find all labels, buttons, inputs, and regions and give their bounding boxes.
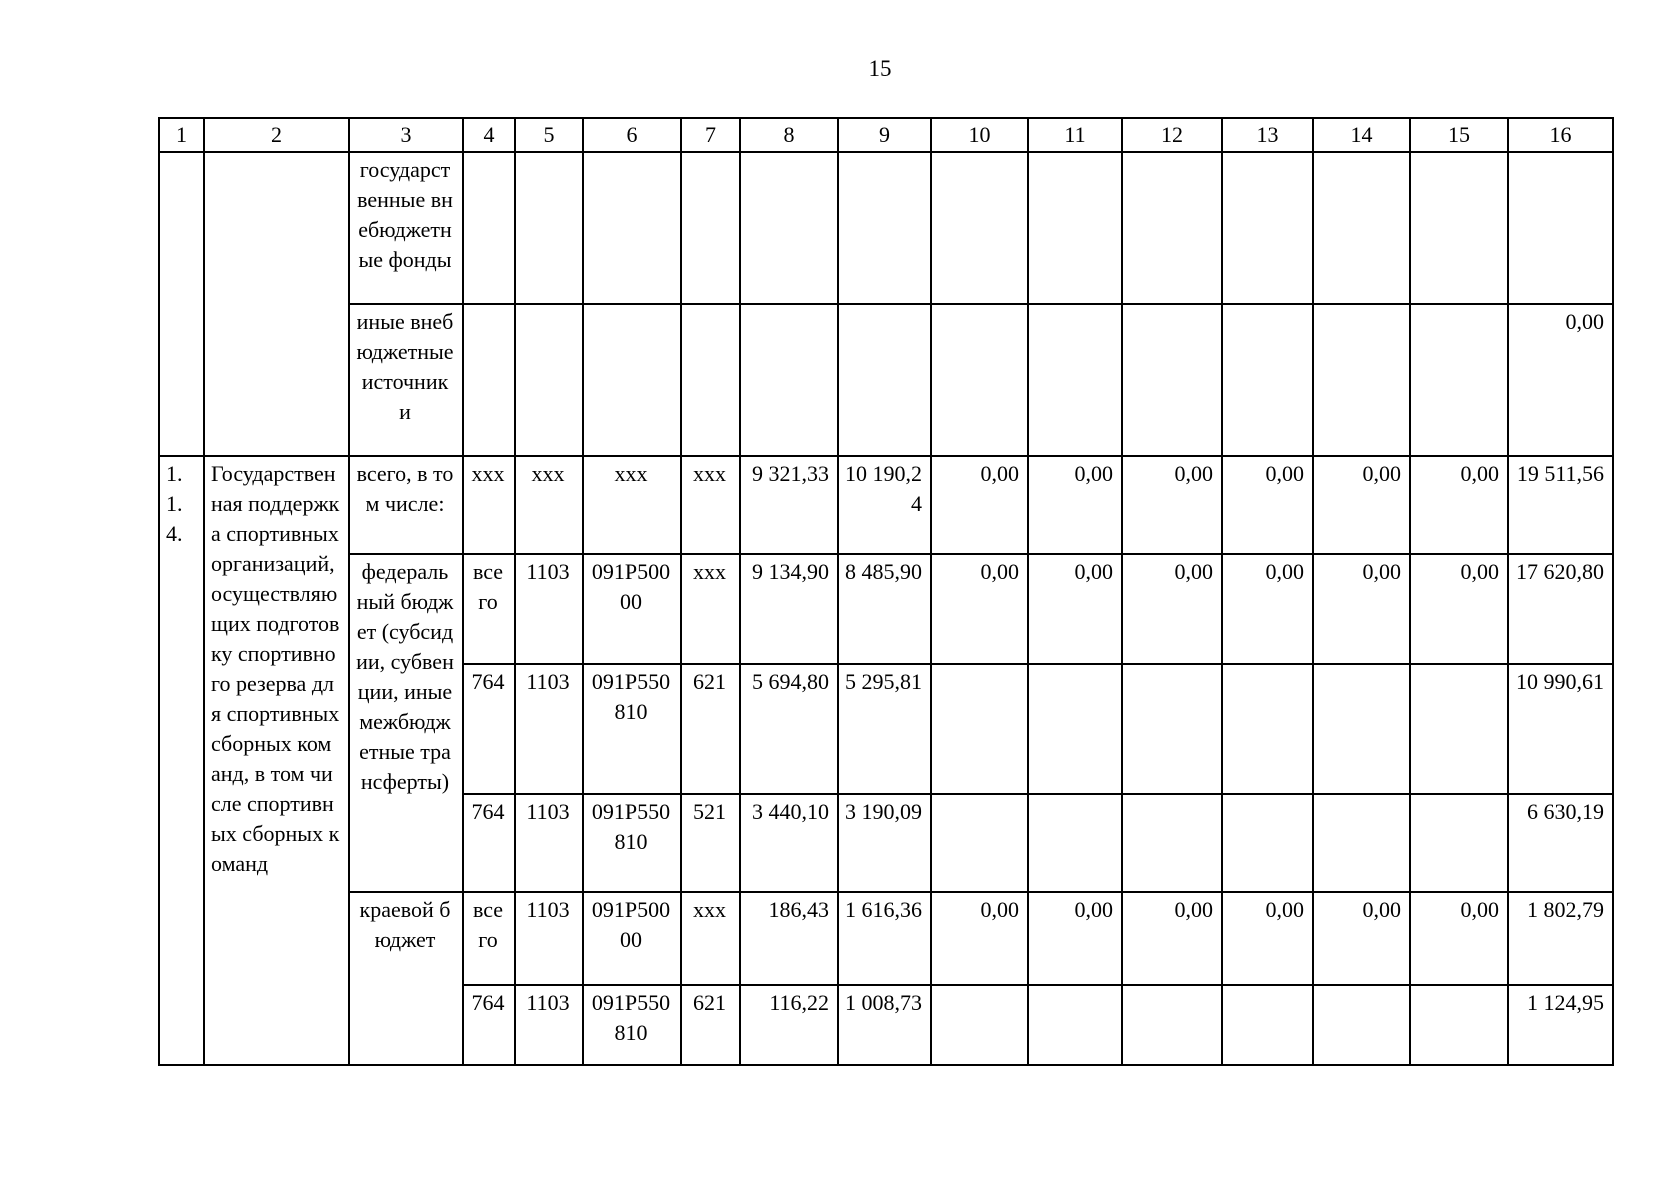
empty-cell <box>1028 794 1122 892</box>
value-cell: 5 295,81 <box>838 664 931 794</box>
value-cell: 0,00 <box>1222 456 1313 554</box>
value-cell: 5 694,80 <box>740 664 838 794</box>
header-cell: 9 <box>838 118 931 152</box>
empty-cell <box>1508 152 1613 304</box>
empty-cell <box>1028 304 1122 456</box>
value-cell: 0,00 <box>1313 892 1410 985</box>
value-cell: 19 511,56 <box>1508 456 1613 554</box>
empty-cell <box>681 304 740 456</box>
value-cell: 1 616,36 <box>838 892 931 985</box>
value-cell: 091P550810 <box>583 664 681 794</box>
empty-cell <box>1410 794 1508 892</box>
budget-table <box>158 117 1614 1066</box>
empty-cell <box>583 152 681 304</box>
empty-cell <box>1410 152 1508 304</box>
source-cell: государственные внебюджетные фонды <box>349 152 463 304</box>
header-cell: 7 <box>681 118 740 152</box>
header-cell: 6 <box>583 118 681 152</box>
value-cell: 0,00 <box>1028 456 1122 554</box>
value-cell: 091P550810 <box>583 794 681 892</box>
header-cell: 8 <box>740 118 838 152</box>
empty-cell <box>931 152 1028 304</box>
header-cell: 12 <box>1122 118 1222 152</box>
header-cell: 16 <box>1508 118 1613 152</box>
empty-cell <box>159 152 204 456</box>
empty-cell <box>463 152 515 304</box>
value-cell: xxx <box>681 554 740 664</box>
value-cell: 0,00 <box>1410 456 1508 554</box>
value-cell: xxx <box>583 456 681 554</box>
value-cell: 091P50000 <box>583 554 681 664</box>
empty-cell <box>1222 664 1313 794</box>
empty-cell <box>931 794 1028 892</box>
value-cell: 3 190,09 <box>838 794 931 892</box>
empty-cell <box>1313 664 1410 794</box>
value-cell: 764 <box>463 794 515 892</box>
value-cell: 1 124,95 <box>1508 985 1613 1065</box>
value-cell: xxx <box>681 892 740 985</box>
empty-cell <box>1222 304 1313 456</box>
value-cell: 0,00 <box>1410 892 1508 985</box>
value-cell: 0,00 <box>1410 554 1508 664</box>
value-cell: всего <box>463 892 515 985</box>
value-cell: 186,43 <box>740 892 838 985</box>
value-cell: 521 <box>681 794 740 892</box>
empty-cell <box>1222 985 1313 1065</box>
empty-cell <box>931 664 1028 794</box>
value-cell: 621 <box>681 664 740 794</box>
value-cell: 0,00 <box>1122 456 1222 554</box>
empty-cell <box>1122 985 1222 1065</box>
measure-name: Государственная поддержка спортивных организаций, осуществляющих подготовку спортивного резерва для спортивных сборных команд, в том числе спортивных сборных команд <box>204 456 349 1065</box>
value-cell: 0,00 <box>1222 892 1313 985</box>
empty-cell <box>515 304 583 456</box>
empty-cell <box>1313 985 1410 1065</box>
header-cell: 1 <box>159 118 204 152</box>
empty-cell <box>515 152 583 304</box>
empty-cell <box>1122 794 1222 892</box>
empty-cell <box>1313 152 1410 304</box>
value-cell: 1103 <box>515 664 583 794</box>
empty-cell <box>1122 664 1222 794</box>
page-number: 15 <box>868 56 892 81</box>
header-cell: 4 <box>463 118 515 152</box>
value-cell: 1103 <box>515 892 583 985</box>
value-cell: xxx <box>515 456 583 554</box>
value-cell: 0,00 <box>1028 554 1122 664</box>
header-row <box>159 118 1613 152</box>
empty-cell <box>740 152 838 304</box>
empty-cell <box>1410 985 1508 1065</box>
empty-cell <box>1313 794 1410 892</box>
value-cell: 1103 <box>515 794 583 892</box>
value-cell: 0,00 <box>1222 554 1313 664</box>
empty-cell <box>1222 794 1313 892</box>
value-cell: xxx <box>463 456 515 554</box>
value-cell: 1103 <box>515 554 583 664</box>
empty-cell <box>1122 304 1222 456</box>
table-row <box>159 456 1613 554</box>
empty-cell <box>1410 304 1508 456</box>
empty-cell <box>1313 304 1410 456</box>
header-cell: 2 <box>204 118 349 152</box>
value-cell: 3 440,10 <box>740 794 838 892</box>
empty-cell <box>1028 152 1122 304</box>
empty-cell <box>1028 664 1122 794</box>
empty-cell <box>204 152 349 456</box>
source-cell: краевой бюджет <box>349 892 463 1065</box>
value-cell: 091P50000 <box>583 892 681 985</box>
header-cell: 13 <box>1222 118 1313 152</box>
empty-cell <box>1122 152 1222 304</box>
empty-cell <box>583 304 681 456</box>
value-cell: 10 990,61 <box>1508 664 1613 794</box>
value-cell: 0,00 <box>1313 456 1410 554</box>
table-row <box>159 554 1613 664</box>
value-cell: 091P550810 <box>583 985 681 1065</box>
header-cell: 10 <box>931 118 1028 152</box>
header-cell: 15 <box>1410 118 1508 152</box>
value-cell: 1103 <box>515 985 583 1065</box>
value-cell: 1 008,73 <box>838 985 931 1065</box>
source-cell: иные внебюджетные источники <box>349 304 463 456</box>
value-cell: 6 630,19 <box>1508 794 1613 892</box>
value-cell: 0,00 <box>1508 304 1613 456</box>
value-cell: всего <box>463 554 515 664</box>
value-cell: 9 134,90 <box>740 554 838 664</box>
value-cell: 0,00 <box>1313 554 1410 664</box>
empty-cell <box>838 304 931 456</box>
value-cell: 0,00 <box>931 554 1028 664</box>
table-row <box>159 152 1613 304</box>
value-cell: 0,00 <box>1028 892 1122 985</box>
empty-cell <box>681 152 740 304</box>
value-cell: 116,22 <box>740 985 838 1065</box>
header-cell: 3 <box>349 118 463 152</box>
empty-cell <box>1410 664 1508 794</box>
empty-cell <box>740 304 838 456</box>
value-cell: 0,00 <box>1122 892 1222 985</box>
value-cell: 10 190,24 <box>838 456 931 554</box>
value-cell: 0,00 <box>1122 554 1222 664</box>
empty-cell <box>1222 152 1313 304</box>
empty-cell <box>931 985 1028 1065</box>
table-row <box>159 892 1613 985</box>
value-cell: 17 620,80 <box>1508 554 1613 664</box>
header-cell: 14 <box>1313 118 1410 152</box>
table-row <box>159 304 1613 456</box>
empty-cell <box>931 304 1028 456</box>
value-cell: xxx <box>681 456 740 554</box>
header-cell: 5 <box>515 118 583 152</box>
empty-cell <box>463 304 515 456</box>
empty-cell <box>838 152 931 304</box>
value-cell: 1 802,79 <box>1508 892 1613 985</box>
value-cell: 0,00 <box>931 892 1028 985</box>
value-cell: 9 321,33 <box>740 456 838 554</box>
source-cell: федеральный бюджет (субсидии, субвенции, иные межбюджетные трансферты) <box>349 554 463 892</box>
value-cell: 764 <box>463 985 515 1065</box>
row-number: 1.1.4. <box>159 456 204 1065</box>
value-cell: 8 485,90 <box>838 554 931 664</box>
value-cell: 0,00 <box>931 456 1028 554</box>
value-cell: 621 <box>681 985 740 1065</box>
value-cell: 764 <box>463 664 515 794</box>
source-cell: всего, в том числе: <box>349 456 463 554</box>
empty-cell <box>1028 985 1122 1065</box>
header-cell: 11 <box>1028 118 1122 152</box>
